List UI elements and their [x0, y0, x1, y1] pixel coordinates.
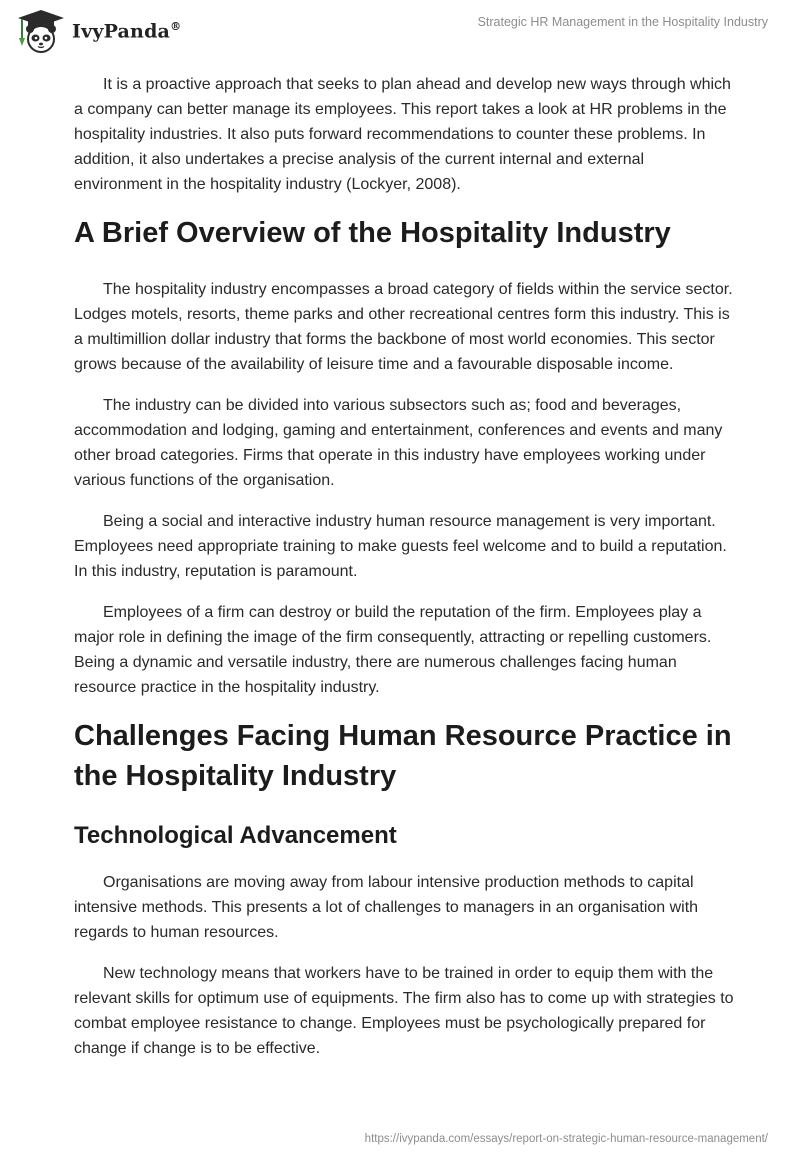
challenges-paragraph: New technology means that workers have to be trained in order to equip them with the relevant skills for optimum use of equipments. The firm also has to come up with strategies to combat employee resistance to change. Employees must be psychologically prepared for change if change is to be effective. — [74, 965, 734, 1057]
overview-paragraph: The industry can be divided into various subsectors such as; food and beverages, accommodation and lodging, gaming and entertainment, conferences and events and many other broad categories. Firms that operate in this industry have employees working under various functions of the organisation. — [74, 397, 723, 489]
article-body — [74, 72, 734, 1077]
subsection-heading-technology: Technological Advancement — [74, 822, 397, 849]
intro-paragraph: It is a proactive approach that seeks to plan ahead and develop new ways through which a company can better manage its employees. This report takes a look at HR problems in the hospitality industries. It also puts forward recommendations to counter these problems. In addition, it also undertakes a precise analysis of the current internal and external environment in the hospitality industry (Lockyer, 2008). — [74, 76, 731, 193]
section-heading-overview: A Brief Overview of the Hospitality Industry — [74, 217, 671, 249]
section-heading-challenges: Challenges Facing Human Resource Practice in the Hospitality Industry — [74, 720, 732, 792]
brand-name: IvyPanda® — [72, 19, 182, 43]
page-header — [0, 0, 800, 64]
challenges-paragraph: Organisations are moving away from labour intensive production methods to capital intensive methods. This presents a lot of challenges to managers in an organisation with regards to human resources. — [74, 874, 699, 941]
document-title: Strategic HR Management in the Hospitality Industry — [477, 15, 768, 29]
brand-logo[interactable] — [14, 8, 181, 54]
overview-paragraph: Employees of a firm can destroy or build the reputation of the firm. Employees play a major role in defining the image of the firm consequently, attracting or repelling customers. Being a dynamic and versatile industry, there are numerous challenges facing human resource practice in the hospitality industry. — [74, 604, 712, 696]
source-url[interactable]: https://ivypanda.com/essays/report-on-strategic-human-resource-management/ — [364, 1133, 768, 1145]
registered-mark: ® — [170, 19, 182, 33]
overview-paragraph: Being a social and interactive industry human resource management is very important. Employees need appropriate training to make guests feel welcome and to build a reputation. In this industry, reputation is paramount. — [74, 513, 727, 580]
panda-graduation-cap-icon — [14, 8, 68, 54]
overview-paragraph: The hospitality industry encompasses a broad category of fields within the service sector. Lodges motels, resorts, theme parks and other recreational centres form this industry. This is a multimillion dollar industry that forms the backbone of most world economies. This sector grows because of the availability of leisure time and a favourable disposable income. — [74, 281, 733, 373]
